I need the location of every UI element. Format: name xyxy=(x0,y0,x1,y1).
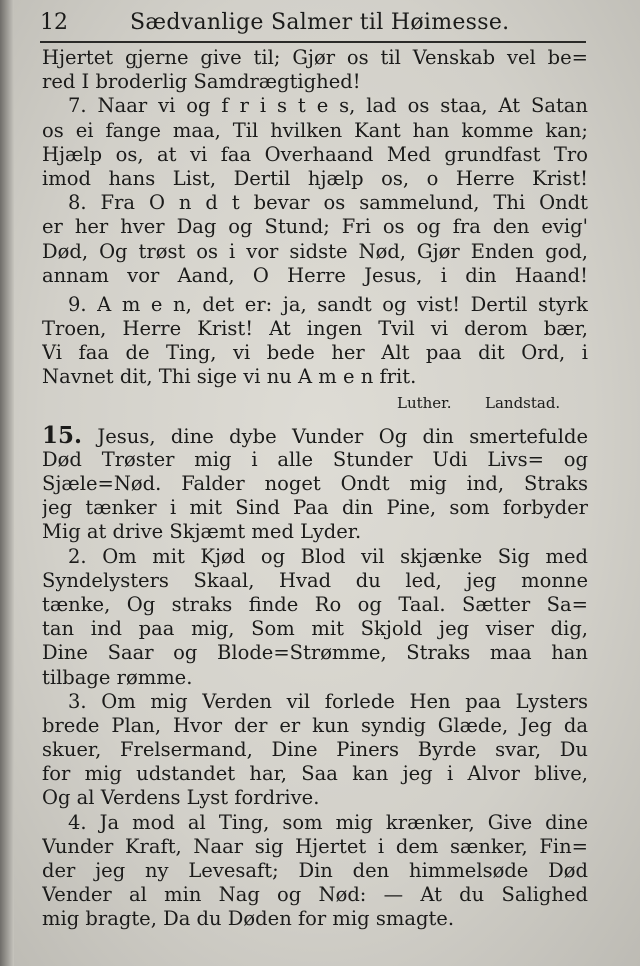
book-spine-shadow xyxy=(0,0,14,966)
hymn15-verse2-line: tænke, Og straks finde Ro og Taal. Sætter Sa= xyxy=(42,592,588,616)
hymn15-verse1-line: Mig at drive Skjæmt med Lyder. xyxy=(42,520,362,544)
hymn15-verse3-line: brede Plan, Hvor der er kun syndig Glæde, Jeg da xyxy=(42,713,588,737)
hymn15-verse4-line: Vender al min Nag og Nød: — At du Salighed xyxy=(42,883,588,907)
attribution-author: Luther. xyxy=(397,393,452,412)
hymn15-verse2-line: tilbage rømme. xyxy=(42,665,193,689)
hymn14-verse9-line: Navnet dit, Thi sige vi nu A m e n frit. xyxy=(42,365,417,389)
hymn14-verse7-line: 7. Naar vi og f r i s t e s, lad os staa, At Satan xyxy=(68,94,588,118)
hymn15-verse2-line: tan ind paa mig, Som mit Skjold jeg viser dig, xyxy=(42,617,588,641)
hymn14-attribution xyxy=(42,390,588,418)
hymn15-verse1-first-line: Jesus, dine dybe Vunder Og din smertefulde xyxy=(97,424,588,448)
running-title: Sædvanlige Salmer til Høimesse. xyxy=(130,10,510,35)
hymn14-verse8-line: annam vor Aand, O Herre Jesus, i din Haand! xyxy=(42,263,588,287)
hymn15-verse4-line: 4. Ja mod al Ting, som mig krænker, Give dine xyxy=(68,810,588,834)
hymn14-verse9-line: Troen, Herre Krist! At ingen Tvil vi derom bær, xyxy=(42,317,588,341)
header-rule xyxy=(40,41,586,43)
hymn15-verse4-line: mig bragte, Da du Døden for mig smagte. xyxy=(42,907,455,931)
attribution-translator: Landstad. xyxy=(485,393,561,412)
hymn14-line: red I broderlig Samdrægtighed! xyxy=(42,70,361,94)
hymn14-verse8-line: Død, Og trøst os i vor sidste Nød, Gjør Enden god, xyxy=(42,239,588,263)
hymn14-verse9-line: 9. A m e n, det er: ja, sandt og vist! Dertil styrk xyxy=(68,292,588,316)
hymn14-line: Hjertet gjerne give til; Gjør os til Venskab vel be= xyxy=(42,46,588,69)
hymn15-verse1-line: Sjæle=Nød. Falder noget Ondt mig ind, Straks xyxy=(42,472,588,495)
hymn14-verse8-line: er her hver Dag og Stund; Fri os og fra den evig' xyxy=(42,215,588,239)
hymn15-verse3-line: 3. Om mig Verden vil forlede Hen paa Lysters xyxy=(68,689,588,713)
hymn-text xyxy=(42,46,588,932)
hymn15-verse2-line: Syndelysters Skaal, Hvad du led, jeg monne xyxy=(42,568,588,592)
hymn14-verse7-line: os ei fange maa, Til hvilken Kant han komme kan; xyxy=(42,118,588,142)
hymn15-verse4-line: Vunder Kraft, Naar sig Hjertet i dem sænker, Fin= xyxy=(42,834,588,858)
page-header xyxy=(40,6,586,40)
hymn15-verse3-line: Og al Verdens Lyst fordrive. xyxy=(42,786,320,810)
hymn15-verse4-line: der jeg ny Levesaft; Din den himmelsøde Død xyxy=(42,859,588,882)
hymn15-verse1-line xyxy=(42,424,588,448)
hymn14-verse7-line: imod hans List, Dertil hjælp os, o Herre Krist! xyxy=(42,166,588,190)
hymn15-verse2-line: Dine Saar og Blode=Strømme, Straks maa han xyxy=(42,641,588,665)
hymn14-verse9-line: Vi faa de Ting, vi bede her Alt paa dit Ord, i xyxy=(42,341,588,365)
hymn15-verse2-line: 2. Om mit Kjød og Blod vil skjænke Sig med xyxy=(68,544,588,568)
hymn15-verse3-line: for mig udstandet har, Saa kan jeg i Alvor blive, xyxy=(42,762,588,786)
page-number: 12 xyxy=(40,10,68,35)
hymn15-number: 15. xyxy=(42,423,83,448)
hymn14-verse8-line: 8. Fra O n d t bevar os sammelund, Thi Ondt xyxy=(68,191,588,215)
hymn14-verse7-line: Hjælp os, at vi faa Overhaand Med grundfast Tro xyxy=(42,142,588,166)
hymn15-verse1-line: jeg tænker i mit Sind Paa din Pine, som forbyder xyxy=(42,496,588,520)
hymn15-verse3-line: skuer, Frelsermand, Dine Piners Byrde svar, Du xyxy=(42,738,588,762)
hymn15-verse1-line: Død Trøster mig i alle Stunder Udi Livs= og xyxy=(42,447,588,471)
